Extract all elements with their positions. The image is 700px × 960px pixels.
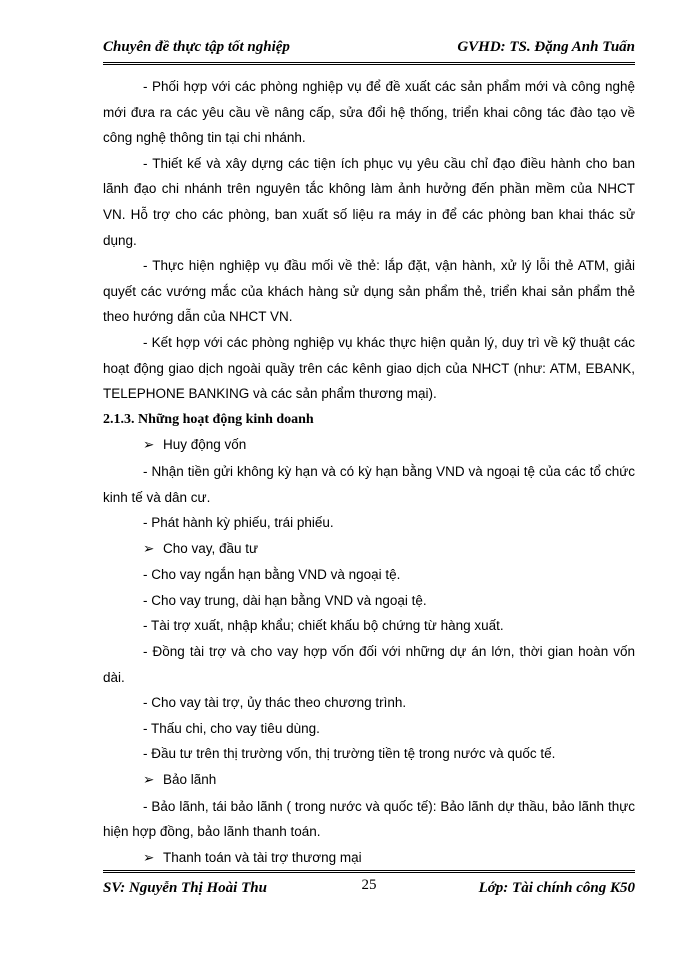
bullet-label: Thanh toán và tài trợ thương mại <box>163 849 362 865</box>
paragraph: - Thực hiện nghiệp vụ đầu mối về thẻ: lắp đặt, vận hành, xử lý lỗi thẻ ATM, giải quyết các vướng mắc của khách hàng sử dụng sản phẩm thẻ, triển khai sản phẩm thẻ theo hướng dẫn của NHCT VN. <box>103 258 635 325</box>
footer-class: Lớp: Tài chính công K50 <box>478 880 635 896</box>
paragraph: - Phát hành kỳ phiếu, trái phiếu. <box>143 515 334 531</box>
bullet-item <box>103 536 635 563</box>
paragraph: - Cho vay ngắn hạn bằng VND và ngoại tệ. <box>143 567 401 583</box>
paragraph: - Bảo lãnh, tái bảo lãnh ( trong nước và quốc tế): Bảo lãnh dự thầu, bảo lãnh thực hiện hợp đồng, bảo lãnh thanh toán. <box>103 798 635 840</box>
bullet-item <box>103 432 635 459</box>
paragraph: - Cho vay tài trợ, ủy thác theo chương trình. <box>143 695 407 711</box>
paragraph: - Phối hợp với các phòng nghiệp vụ để đề xuất các sản phẩm mới và công nghệ mới đưa ra các yêu cầu về nâng cấp, sửa đổi hệ thống, triển khai công tác đào tạo về công nghệ thông tin tại chi nhánh. <box>103 79 635 146</box>
bullet-label: Cho vay, đầu tư <box>163 540 259 556</box>
arrow-bullet-icon: ➢ <box>143 772 155 789</box>
section-heading: 2.1.3. Những hoạt động kinh doanh <box>103 411 314 427</box>
paragraph: - Thấu chi, cho vay tiêu dùng. <box>143 720 320 736</box>
page-number: 25 <box>361 877 377 893</box>
paragraph: - Thiết kế và xây dựng các tiện ích phục vụ yêu cầu chỉ đạo điều hành cho ban lãnh đạo chi nhánh trên nguyên tắc không làm ảnh hưởng đến phần mềm của NHCT VN. Hỗ trợ cho các phòng, ban xuất số liệu ra máy in để các phòng ban khai thác sử dụng. <box>103 155 635 248</box>
paragraph: - Cho vay trung, dài hạn bằng VND và ngoại tệ. <box>143 592 427 608</box>
paragraph: - Kết hợp với các phòng nghiệp vụ khác thực hiện quản lý, duy trì về kỹ thuật các hoạt động giao dịch ngoài quầy trên các kênh giao dịch của NHCT (như: ATM, EBANK, TELEPHONE BANKING và các sản phẩm thương mại). <box>103 334 635 402</box>
footer-student: SV: Nguyễn Thị Hoài Thu <box>103 880 267 896</box>
arrow-bullet-icon: ➢ <box>143 437 155 454</box>
header-course-title: Chuyên đề thực tập tốt nghiệp <box>103 39 290 55</box>
header-supervisor: GVHD: TS. Đặng Anh Tuấn <box>457 39 635 55</box>
arrow-bullet-icon: ➢ <box>143 849 155 866</box>
bullet-item <box>103 767 635 794</box>
bullet-item <box>103 845 635 872</box>
paragraph: - Đầu tư trên thị trường vốn, thị trường tiền tệ trong nước và quốc tế. <box>143 746 556 762</box>
page-footer <box>103 870 635 903</box>
bullet-label: Huy động vốn <box>163 437 247 453</box>
bullet-label: Bảo lãnh <box>163 772 217 788</box>
paragraph: - Nhận tiền gửi không kỳ hạn và có kỳ hạn bằng VND và ngoại tệ của các tổ chức kinh tế và dân cư. <box>103 463 635 505</box>
paragraph: - Đồng tài trợ và cho vay hợp vốn đối với những dự án lớn, thời gian hoàn vốn dài. <box>103 644 635 685</box>
arrow-bullet-icon: ➢ <box>143 540 155 557</box>
page-body <box>103 74 635 871</box>
paragraph: - Tài trợ xuất, nhập khẩu; chiết khấu bộ chứng từ hàng xuất. <box>143 618 504 634</box>
page-header <box>103 38 635 65</box>
